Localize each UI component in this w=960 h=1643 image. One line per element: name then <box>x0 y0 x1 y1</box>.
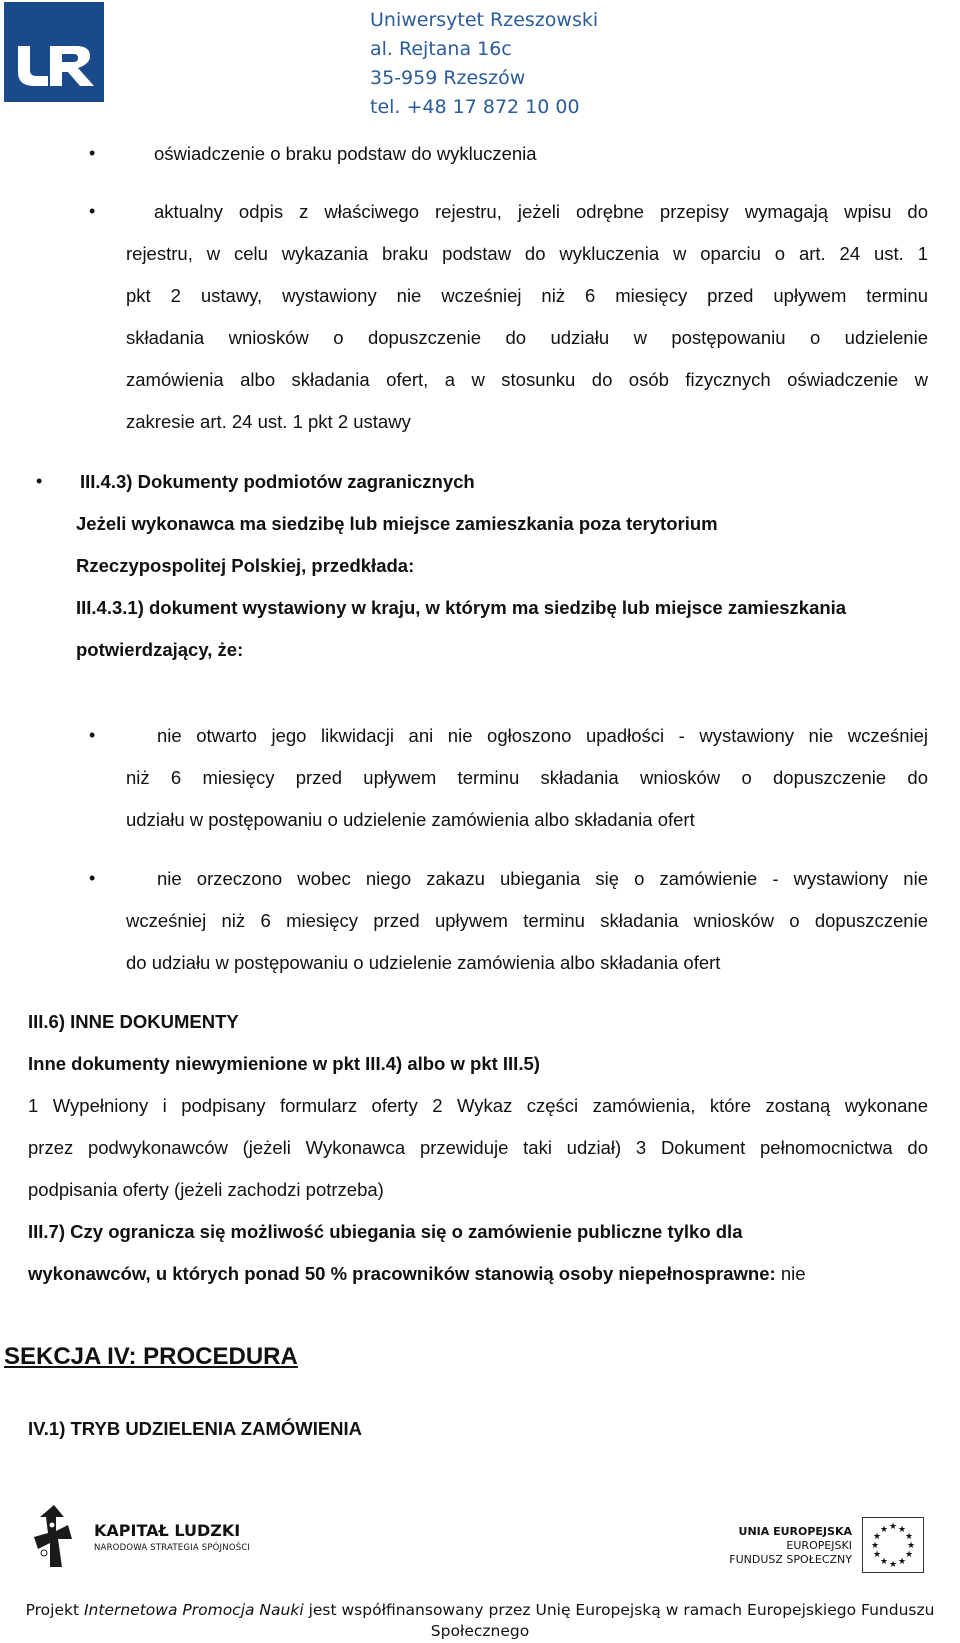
section-37-answer: nie <box>780 1263 806 1284</box>
ue-line-2: EUROPEJSKI <box>786 1539 852 1552</box>
list1-item2-line2: rejestru, w celu wykazania braku podstaw do wykluczenia w oparciu o art. 24 ust. 1 <box>126 243 928 264</box>
eu-stars-icon <box>862 1517 924 1573</box>
section-343-heading: III.4.3) Dokumenty podmiotów zagranicznych <box>80 471 475 492</box>
ue-line-3: FUNDUSZ SPOŁECZNY <box>729 1553 852 1566</box>
footer-text-before: Projekt <box>25 1601 84 1619</box>
svg-text:★: ★ <box>904 1532 914 1542</box>
svg-text:★: ★ <box>906 1541 916 1551</box>
section-36-body-line2: przez podwykonawców (jeżeli Wykonawca przewiduje taki udział) 3 Dokument pełnomocnictwa do <box>28 1137 928 1158</box>
kapital-ludzki-emblem <box>32 1503 76 1569</box>
section-343-intro-line1: Jeżeli wykonawca ma siedzibę lub miejsce zamieszkania poza terytorium <box>76 513 718 534</box>
address-line-city: 35-959 Rzeszów <box>370 67 526 89</box>
address-line-name: Uniwersytet Rzeszowski <box>370 9 599 31</box>
svg-text:★: ★ <box>870 1541 880 1551</box>
svg-text:★: ★ <box>888 1522 898 1532</box>
list2-item1-line1: nie otwarto jego likwidacji ani nie ogłoszono upadłości - wystawiony nie wcześniej <box>157 725 928 746</box>
ue-text-block <box>700 1525 852 1567</box>
list2-item1-line3: udziału w postępowaniu o udzielenie zamówienia albo składania ofert <box>126 809 695 830</box>
svg-text:★: ★ <box>879 1557 889 1567</box>
list1-item2-line4: składania wniosków o dopuszczenie do udziału w postępowaniu o udzielenie <box>126 327 928 348</box>
footer-text-after: jest współfinansowany przez Unię Europejską w ramach Europejskiego Funduszu <box>303 1601 935 1619</box>
footer-line-2: Społecznego <box>430 1622 530 1640</box>
bullet-icon: • <box>89 201 96 221</box>
list2-item1-line2: niż 6 miesięcy przed upływem terminu składania wniosków o dopuszczenie do <box>126 767 928 788</box>
section-37-line1: III.7) Czy ogranicza się możliwość ubiegania się o zamówienie publiczne tylko dla <box>28 1221 743 1242</box>
bullet-icon: • <box>89 868 96 888</box>
section-3431-line1: III.4.3.1) dokument wystawiony w kraju, w którym ma siedzibę lub miejsce zamieszkania <box>76 597 847 618</box>
section-36-body-line3: podpisania oferty (jeżeli zachodzi potrzeba) <box>28 1179 384 1200</box>
svg-text:★: ★ <box>872 1532 882 1542</box>
list1-item2-line5: zamówienia albo składania ofert, a w stosunku do osób fizycznych oświadczenie w <box>126 369 928 390</box>
list2-item2-line2: wcześniej niż 6 miesięcy przed upływem terminu składania wniosków o dopuszczenie <box>126 910 928 931</box>
footer-project-name: Internetowa Promocja Nauki <box>83 1601 304 1619</box>
list2-item2-line1: nie orzeczono wobec niego zakazu ubiegania się o zamówienie - wystawiony nie <box>157 868 928 889</box>
list2-item2-line3: do udziału w postępowaniu o udzielenie zamówienia albo składania ofert <box>126 952 721 973</box>
university-address <box>370 6 598 122</box>
section-37-line2 <box>28 1263 806 1285</box>
section-3431-line2: potwierdzający, że: <box>76 639 244 660</box>
section-36-heading: III.6) INNE DOKUMENTY <box>28 1011 239 1032</box>
section-343-intro-line2: Rzeczypospolitej Polskiej, przedkłada: <box>76 555 415 576</box>
bullet-icon: • <box>36 471 43 491</box>
footer-project-text <box>0 1600 960 1642</box>
section-iv-title: SEKCJA IV: PROCEDURA <box>4 1343 298 1370</box>
bullet-icon: • <box>89 143 96 163</box>
section-36-body-line1: 1 Wypełniony i podpisany formularz oferty 2 Wykaz części zamówienia, które zostaną wykonane <box>28 1095 928 1116</box>
svg-text:★: ★ <box>888 1560 898 1570</box>
svg-text:★: ★ <box>897 1557 907 1567</box>
list1-item2-line6: zakresie art. 24 ust. 1 pkt 2 ustawy <box>126 411 411 432</box>
section-36-subheading: Inne dokumenty niewymienione w pkt III.4) albo w pkt III.5) <box>28 1053 540 1074</box>
section-iv1-heading: IV.1) TRYB UDZIELENIA ZAMÓWIENIA <box>28 1418 363 1439</box>
kapital-ludzki-icon <box>32 1503 76 1569</box>
eu-flag <box>862 1517 924 1573</box>
kapital-ludzki-subtitle: NARODOWA STRATEGIA SPÓJNOŚCI <box>94 1543 251 1553</box>
ue-line-1: UNIA EUROPEJSKA <box>738 1525 852 1538</box>
address-line-street: al. Rejtana 16c <box>370 38 512 60</box>
list1-item2-line1: aktualny odpis z właściwego rejestru, jeżeli odrębne przepisy wymagają wpisu do <box>154 201 928 222</box>
section-37-question-end: wykonawców, u których ponad 50 % pracowników stanowią osoby niepełnosprawne: <box>28 1263 776 1284</box>
kapital-ludzki-title: KAPITAŁ LUDZKI <box>94 1521 241 1540</box>
ur-logo-icon <box>4 2 104 102</box>
address-line-phone: tel. +48 17 872 10 00 <box>370 96 580 118</box>
bullet-icon: • <box>89 725 96 745</box>
svg-text:★: ★ <box>879 1525 889 1535</box>
list1-item2-line3: pkt 2 ustawy, wystawiony nie wcześniej niż 6 miesięcy przed upływem terminu <box>126 285 928 306</box>
svg-text:★: ★ <box>897 1525 907 1535</box>
svg-text:★: ★ <box>904 1550 914 1560</box>
svg-text:★: ★ <box>872 1550 882 1560</box>
list1-item1: oświadczenie o braku podstaw do wykluczenia <box>154 143 537 164</box>
university-logo <box>4 2 104 102</box>
footer-line-1 <box>0 1600 960 1621</box>
